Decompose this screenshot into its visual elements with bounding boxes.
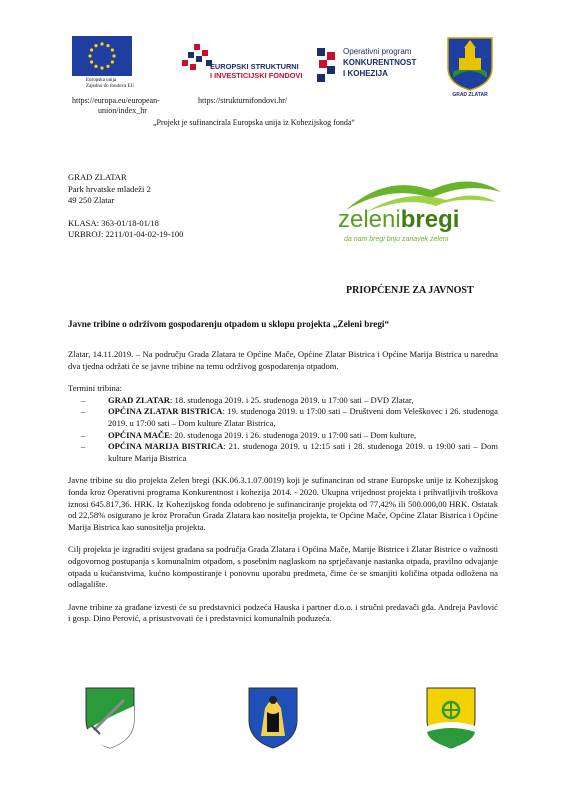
termin-place: OPĆINA ZLATAR BISTRICA (108, 406, 223, 417)
klasa: KLASA: 363-01/18-01/18 (68, 217, 159, 228)
sender-address (68, 172, 183, 241)
logo-word-bregi: bregi (400, 206, 460, 233)
crest-mace (425, 686, 477, 755)
crest-zlatar-bistrica (84, 686, 136, 755)
sword-crest-icon (84, 686, 136, 750)
termin-text: : 18. studenoga 2019. i 25. studenoga 2019. u 17:00 sati – DVD Zlatar, (170, 394, 414, 405)
body-content (68, 349, 498, 625)
grad-zlatar-crest (445, 34, 495, 94)
list-item: – OPĆINA MAČE: 20. studenoga 2019. i 26. studenoga 2019. u 17:00 sati – Dom kulture, (81, 429, 417, 440)
op-mark-icon (315, 46, 339, 86)
page-title: PRIOPĆENJE ZA JAVNOST (346, 285, 474, 296)
zeleni-bregi-logo (336, 172, 506, 252)
zlatar-coat-of-arms-icon (445, 34, 495, 94)
goal-paragraph: Cilj projekta je izgraditi svijest građana sa područja Grada Zlatara i Općina Mače, Marije Bistrice i Zlatar Bistrice o važnosti odgovornog postupanja s komunalnim otpadom, s posebnim naglaskom na sprječavanje nastanka otpada, pravilno odvajanje otpada u kućanstvima, kućno kompostiranje i ponovnu uporabu predmeta, čime će se smanjiti količina otpada odložena na odlagalište. (68, 544, 498, 590)
esif-logo (180, 44, 303, 88)
intro-paragraph: Zlatar, 14.11.2019. – Na području Grada Zlatara te Općine Mače, Općine Zlatar Bistrica i Općine Marija Bistrica u naredna dva tjedna održati će se javne tribine na temu održivog gospodarenja otpadom. (68, 349, 498, 371)
termini-label: Termini tribina: (68, 383, 123, 394)
wheel-crest-icon (425, 686, 477, 750)
madonna-crest-icon (247, 686, 299, 750)
op-line2: KONKURENTNOST (343, 58, 417, 67)
link-eu-line2[interactable]: union/index_hr (98, 106, 147, 115)
op-line3: I KOHEZIJA (343, 69, 388, 78)
logo-word-zeleni: zeleni (338, 206, 401, 233)
termini-list (68, 395, 498, 465)
esif-line1: EUROPSKI STRUKTURNI (210, 62, 299, 71)
crest-marija-bistrica (247, 686, 299, 755)
link-strukturni[interactable]: https://strukturnifondovi.hr/ (198, 96, 288, 105)
funding-note: „Projekt je sufinancirala Europska unija iz Kohezijskog fonda“ (153, 118, 355, 127)
eu-caption-line2: Zajedno do fondova EU (86, 84, 135, 89)
termin-text: : 19. studenoga 2019. u 17:00 sati – Društveni dom Veleškovec i 26. studenoga 2019. u 17:00 sati – Dom kulture Zlatar Bistrica, (108, 406, 498, 428)
logo-tagline: da nam bregi bnju zanavek zeleni (344, 236, 449, 243)
sender-street: Park hrvatske mladeži 2 (68, 183, 151, 194)
termin-place: OPĆINA MARIJA BISTRICA (108, 441, 224, 452)
eu-caption-line1: Europska unija (86, 78, 117, 83)
op-logo (315, 44, 425, 94)
esif-line2: I INVESTICIJSKI FONDOVI (210, 71, 303, 80)
presenters-paragraph: Javne tribine za građane izvesti će su predstavnici podzeća Hauska i partner d.o.o. i stručni predavači gđa. Andreja Pavlović i gosp. Dino Perović, a prisustvovati će i predstavnici komunalnih poduzeća. (68, 601, 498, 624)
eu-logo (72, 36, 132, 76)
termin-text: : 21. studenoga 2019. u 12:15 sati i 28. studenoga 2019. u 19:00 sati – Dom kulture Marija Bistrica (108, 441, 498, 463)
list-item: – OPĆINA ZLATAR BISTRICA: 19. studenoga 2019. u 17:00 sati – Društveni dom Veleškovec i 26. studenoga 2019. u 17:00 sati – Dom kulture Zlatar Bistrica, (81, 406, 498, 428)
list-item: – GRAD ZLATAR: 18. studenoga 2019. i 25. studenoga 2019. u 17:00 sati – DVD Zlatar, (81, 394, 414, 405)
termin-text: : 20. studenoga 2019. i 26. studenoga 2019. u 17:00 sati – Dom kulture, (169, 429, 417, 440)
termin-place: GRAD ZLATAR (108, 394, 170, 405)
op-line1: Operativni program (343, 47, 412, 56)
link-eu[interactable] (72, 96, 192, 116)
eu-flag-icon (72, 36, 132, 76)
sender-name: GRAD ZLATAR (68, 172, 127, 182)
sender-city: 49 250 Zlatar (68, 195, 115, 206)
link-eu-line1[interactable]: https://europa.eu/european- (72, 96, 160, 105)
grad-label: GRAD ZLATAR (452, 92, 488, 98)
termin-place: OPĆINA MAČE (108, 429, 170, 440)
list-item: – OPĆINA MARIJA BISTRICA: 21. studenoga 2019. u 12:15 sati i 28. studenoga 2019. u 19:00 sati – Dom kulture Marija Bistrica (81, 441, 498, 463)
eu-caption (86, 78, 146, 90)
page-subtitle: Javne tribine o održivom gospodarenju otpadom u sklopu projekta „Zeleni bregi“ (68, 319, 390, 329)
urbroj: URBROJ: 2211/01-04-02-19-100 (68, 229, 184, 240)
project-paragraph: Javne tribine su dio projekta Zelen bregi (KK.06.3.1.07.0019) koji je sufinanciran od strane Europske unije iz Kohezijskog fonda kroz Operativni programa Konkurentnost i kohezija 2014. - 2020. Ukupna vrijednost projekta i prihvatljivih troškova iznosi 645.817,36. HRK. Iz Kohezijskog fonda odobreno je sufinanciranje projekta od 77,42% ili 500.000,00 HRK. Ostatak od 22,58% osigurano je kroz Proračun Grada Zlatara kao nositelja projekta, te Općine Mače, Općine Zlatar Bistrica i Općine Marija Bistrica kao sunositelja projekta. (68, 475, 498, 532)
